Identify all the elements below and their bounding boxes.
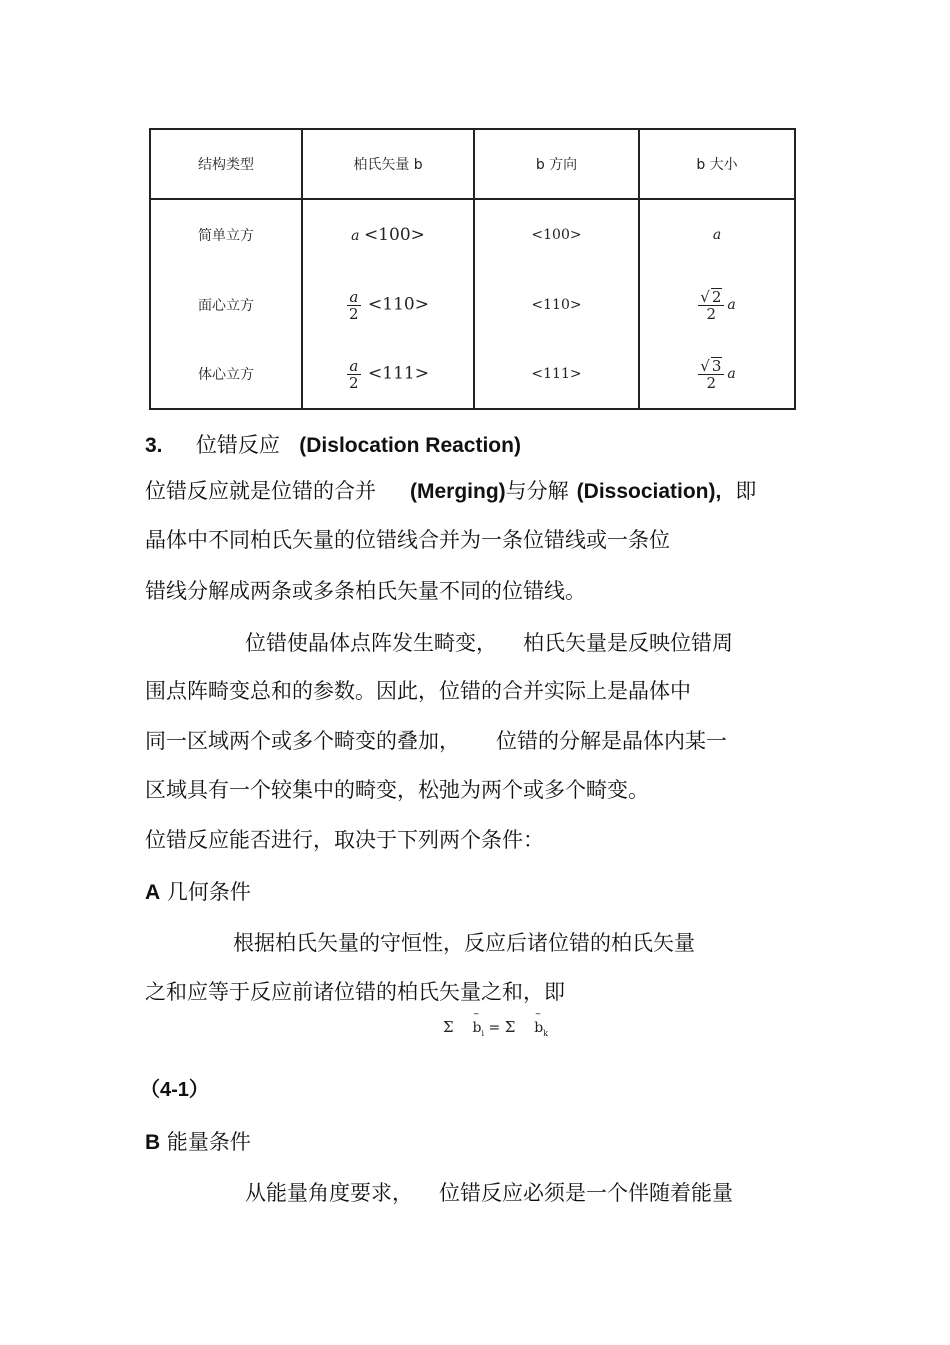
para2-line4: 区域具有一个较集中的畸变，松弛为两个或多个畸变。: [145, 778, 649, 802]
cell-magnitude: $\frac{√ 2}{2}$ a: [639, 270, 795, 340]
equation-burgers-sum: Σ – $b_i = \Sigma$ – $b_k$: [443, 1007, 549, 1038]
magnitude-fraction: $\frac{√ 3}{2}$: [698, 357, 724, 391]
cell-vector: [302, 199, 474, 270]
para2-line2: 围点阵畸变总和的参数。因此，位错的合并实际上是晶体中: [145, 679, 691, 703]
burgers-vector-table: [149, 128, 796, 410]
cell-direction: <110>: [474, 270, 639, 340]
condition-b-heading: B 能量条件: [145, 1130, 251, 1154]
table-header-row: [150, 129, 795, 199]
para1-line1: 位错反应就是位错的合并 (Merging)与分解 (Dissociation), 即: [145, 479, 757, 503]
para2-line3: 同一区域两个或多个畸变的叠加， 位错的分解是晶体内某一: [145, 729, 727, 753]
table-row: [150, 270, 795, 340]
para2-line1: 位错使晶体点阵发生畸变， 柏氏矢量是反映位错周: [245, 631, 733, 655]
table-row: [150, 199, 795, 270]
condition-a-line1: 根据柏氏矢量的守恒性，反应后诸位错的柏氏矢量: [233, 931, 695, 955]
para2-line5: 位错反应能否进行，取决于下列两个条件：: [145, 828, 544, 852]
header-b-magnitude: b 大小: [639, 129, 795, 199]
cell-type: 面心立方: [150, 270, 302, 340]
vector-fraction: $\frac{a}{2}$: [349, 287, 359, 323]
cell-vector: [302, 270, 474, 340]
vector-index: <111>: [368, 363, 429, 383]
vector-coef: a: [351, 228, 360, 244]
cell-vector: [302, 340, 474, 409]
cell-magnitude: a: [639, 199, 795, 270]
vector-fraction: $\frac{a}{2}$: [349, 356, 359, 392]
cell-type: 体心立方: [150, 340, 302, 409]
table-row: [150, 340, 795, 409]
header-b-direction: b 方向: [474, 129, 639, 199]
condition-a-line2: 之和应等于反应前诸位错的柏氏矢量之和，即: [145, 980, 565, 1004]
header-structure-type: 结构类型: [150, 129, 302, 199]
cell-magnitude: $\frac{√ 3}{2}$ a: [639, 340, 795, 409]
section-heading: 3. 位错反应 (Dislocation Reaction): [145, 433, 521, 457]
cell-type: 简单立方: [150, 199, 302, 270]
header-burgers-vector: 柏氏矢量 b: [302, 129, 474, 199]
vector-index: <100>: [363, 225, 425, 245]
cell-direction: <100>: [474, 199, 639, 270]
vector-index: <110>: [368, 294, 429, 314]
cell-direction: <111>: [474, 340, 639, 409]
para1-line2: 晶体中不同柏氏矢量的位错线合并为一条位错线或一条位: [145, 528, 670, 552]
equation-number: （4-1）: [140, 1079, 209, 1101]
para1-line3: 错线分解成两条或多条柏氏矢量不同的位错线。: [145, 579, 586, 603]
magnitude-fraction: $\frac{√ 2}{2}$: [698, 288, 724, 322]
condition-a-heading: A 几何条件: [145, 880, 251, 904]
condition-b-line1: 从能量角度要求， 位错反应必须是一个伴随着能量: [245, 1181, 733, 1205]
